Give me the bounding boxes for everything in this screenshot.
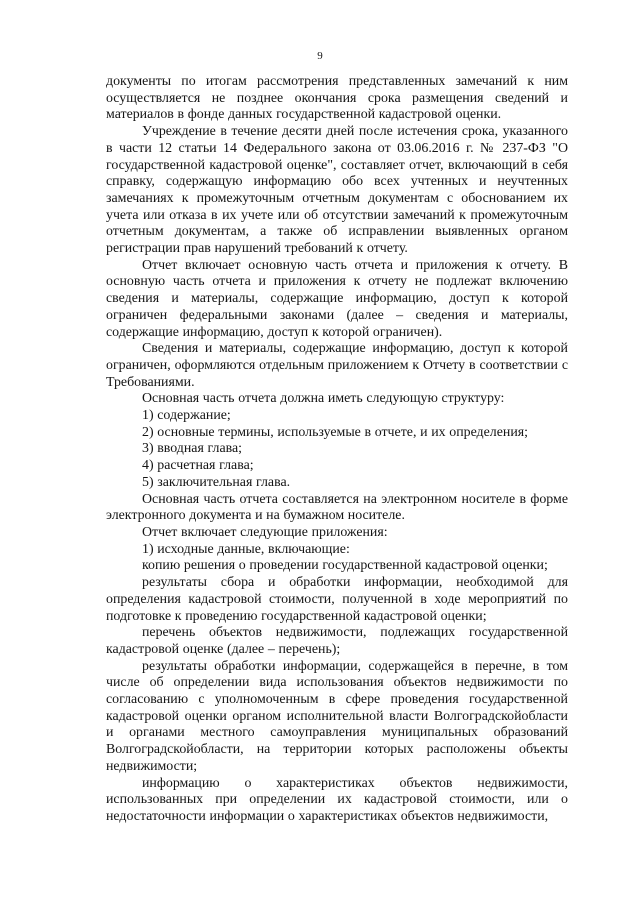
paragraph: перечень объектов недвижимости, подлежащих государственной кадастровой оценке (далее – перечень);	[106, 625, 568, 657]
paragraph: копию решения о проведении государственной кадастровой оценки;	[142, 558, 548, 574]
paragraph: Отчет включает следующие приложения:	[142, 524, 388, 540]
paragraph: 2) основные термины, используемые в отчете, и их определения;	[142, 424, 528, 440]
paragraph: Учреждение в течение десяти дней после истечения срока, указанного в части 12 статьи 14 Федерального закона от 03.06.2016 г. № 237-ФЗ "О государственной кадастровой оценке", составляет отчет, включающий в себя справку, содержащую информацию обо всех учтенных и неучтенных замечаниях к промежуточным отчетным документам с обоснованием их учета или отказа в их учете или об отсутствии замечаний к промежуточным отчетным документам, а также об исправлении выявленных органом регистрации прав нарушений требований к отчету.	[106, 124, 568, 257]
paragraph: результаты обработки информации, содержащейся в перечне, в том числе об определении вида использования объектов недвижимости по согласованию с уполномоченным в сфере проведения государственной кадастровой оценки органом исполнительной власти Волгоградскойобласти и органами местного самоуправления муниципальных образований Волгоградскойобласти, на территории которых расположены объекты недвижимости;	[106, 658, 568, 774]
document-body	[106, 74, 568, 826]
paragraph: 4) расчетная глава;	[142, 458, 254, 474]
paragraph: результаты сбора и обработки информации, необходимой для определения кадастровой стоимости, полученной в ходе мероприятий по подготовке к проведению государственной кадастровой оценки;	[106, 575, 568, 624]
paragraph: 3) вводная глава;	[142, 441, 243, 457]
paragraph: Сведения и материалы, содержащие информацию, доступ к которой ограничен, оформляются отдельным приложением к Отчету в соответствии с Требованиями.	[106, 341, 568, 390]
paragraph: документы по итогам рассмотрения представленных замечаний к ним осуществляется не позднее окончания срока размещения сведений и материалов в фонде данных государственной кадастровой оценки.	[106, 74, 568, 123]
paragraph: Основная часть отчета составляется на электронном носителе в форме электронного документа и на бумажном носителе.	[106, 491, 568, 524]
paragraph: 1) исходные данные, включающие:	[142, 541, 350, 557]
page-number: 9	[317, 50, 323, 62]
paragraph: Основная часть отчета должна иметь следующую структуру:	[142, 391, 505, 407]
paragraph: 5) заключительная глава.	[142, 474, 291, 490]
paragraph: 1) содержание;	[142, 408, 231, 424]
paragraph: информацию о характеристиках объектов недвижимости, использованных при определении их кадастровой стоимости, или о недостаточности информации о характеристиках объектов недвижимости,	[106, 775, 568, 824]
paragraph: Отчет включает основную часть отчета и приложения к отчету. В основную часть отчета и приложения к отчету не подлежат включению сведения и материалы, содержащие информацию, доступ к которой ограничен федеральными законами (далее – сведения и материалы, содержащие информацию, доступ к которой ограничен).	[106, 257, 568, 340]
